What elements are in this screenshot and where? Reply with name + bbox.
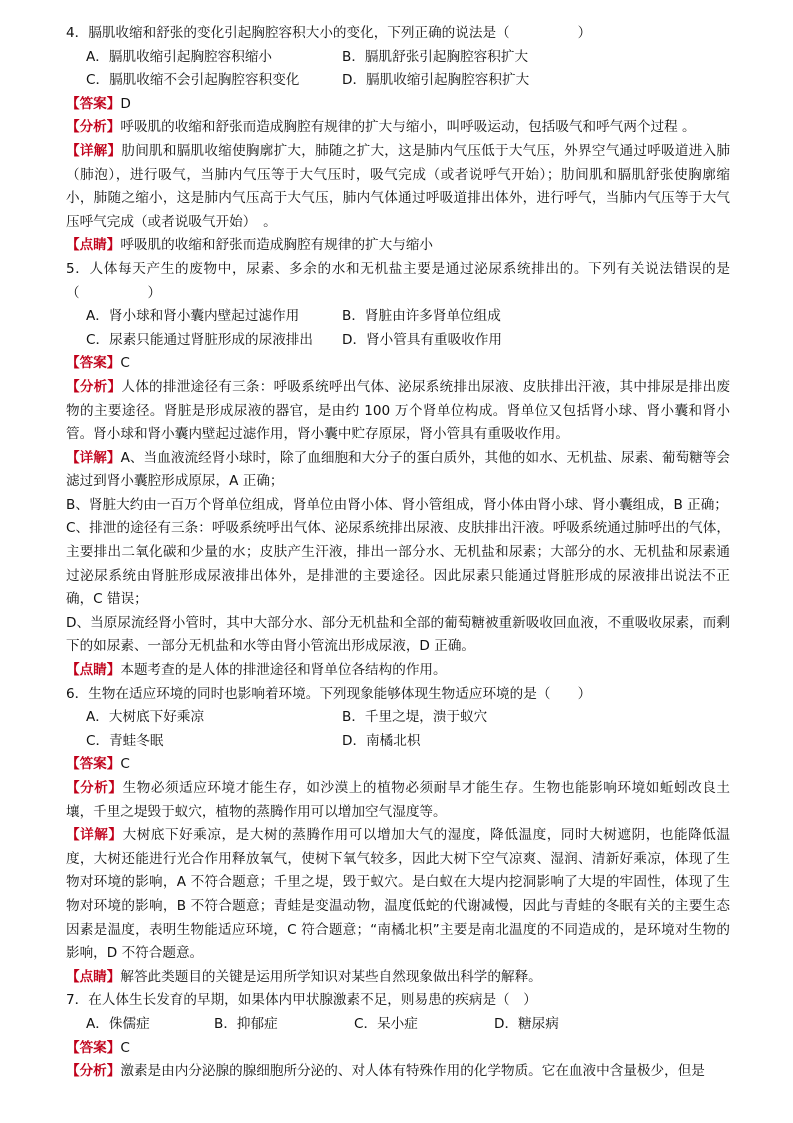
detail-tag: 【详解】	[66, 449, 121, 466]
detail-paragraph	[66, 824, 730, 966]
answer-line	[66, 753, 730, 777]
detail-paragraph: C、排泄的途径有三条：呼吸系统呼出气体、泌尿系统排出尿液、皮肤排出汗液。呼吸系统通过肺呼出的气体，主要排出二氧化碳和少量的水；皮肤产生汗液，排出一部分水、无机盐和尿素；大部分的水、无机盐和尿素通过泌尿系统由肾脏形成尿液排出体外，是排泄的主要途径。因此尿素只能通过肾脏形成的尿液排出说法不正确，C 错误；	[66, 520, 730, 608]
option-d: D．肾小管具有重吸收作用	[342, 331, 502, 348]
analysis-paragraph	[66, 777, 730, 824]
comment-line	[66, 659, 730, 683]
comment-text: 呼吸肌的收缩和舒张而造成胸腔有规律的扩大与缩小	[120, 237, 434, 254]
analysis-paragraph	[66, 376, 730, 447]
detail-paragraph: D、当原尿流经肾小管时，其中大部分水、部分无机盐和全部的葡萄糖被重新吸收回血液，不重吸收尿素，而剩下的如尿素、一部分无机盐和水等由肾小管流出形成尿液，D 正确。	[66, 614, 730, 655]
options-row	[66, 1013, 730, 1037]
comment-line	[66, 966, 730, 990]
options-row	[66, 46, 730, 70]
answer-line	[66, 1037, 730, 1061]
question-stem: 4．膈肌收缩和舒张的变化引起胸腔容积大小的变化，下列正确的说法是（ ）	[66, 25, 592, 41]
option-c: C．膈肌收缩不会引起胸腔容积变化	[86, 72, 300, 89]
option-b: B．肾脏由许多肾单位组成	[342, 308, 501, 325]
detail-paragraph: B、肾脏大约由一百万个肾单位组成，肾单位由肾小体、肾小管组成，肾小体由肾小球、肾小囊组成，B 正确；	[66, 496, 728, 513]
option-c: C．青蛙冬眠	[86, 732, 164, 749]
detail-tag: 【详解】	[66, 142, 122, 159]
options-row	[66, 706, 730, 730]
question-6	[66, 683, 730, 990]
answer-value: C	[120, 1039, 130, 1056]
comment-line	[66, 234, 730, 258]
question-stem: 7．在人体生长发育的早期，如果体内甲状腺激素不足，则易患的疾病是（ ）	[66, 992, 537, 1009]
detail-tag: 【详解】	[66, 827, 123, 844]
option-d: D．膈肌收缩引起胸腔容积扩大	[342, 72, 530, 89]
question-4	[66, 22, 730, 258]
answer-value: C	[120, 355, 130, 372]
analysis-tag: 【分析】	[66, 780, 123, 796]
analysis-tag: 【分析】	[66, 378, 122, 395]
option-b: B．抑郁症	[214, 1015, 278, 1032]
detail-text: 大树底下好乘凉，是大树的蒸腾作用可以增加大气的湿度，降低温度，同时大树遮阴，也能降低温度，大树还能进行光合作用释放氧气，使树下氧气较多，因此大树下空气凉爽、湿润、清新好乘凉，体现了生物对环境的影响，A 不符合题意；千里之堤，毁于蚁穴。是白蚁在大堤内挖洞影响了大堤的牢固性，体现了生物对环境的影响，B 不符合题意；青蛙是变温动物，温度低蛇的代谢减慢，因此与青蛙的冬眠有关的主要生态因素是温度，表明生物能适应环境，C 符合题意；“南橘北枳”主要是南北温度的不同造成的，是环境对生物的影响，D 不符合题意。	[66, 827, 731, 962]
answer-line	[66, 352, 730, 376]
comment-tag: 【点睛】	[66, 237, 121, 254]
answer-line	[66, 93, 730, 117]
answer-value: C	[120, 756, 130, 773]
analysis-line	[66, 116, 730, 140]
answer-tag: 【答案】	[66, 355, 121, 372]
analysis-text: 生物必须适应环境才能生存，如沙漠上的植物必须耐旱才能生存。生物也能影响环境如蚯蚓改良土壤，千里之堤毁于蚁穴，植物的蒸腾作用可以增加空气湿度等。	[66, 780, 731, 820]
analysis-text: 人体的排泄途径有三条：呼吸系统呼出气体、泌尿系统排出尿液、皮肤排出汗液，其中排尿是排出废物的主要途径。肾脏是形成尿液的器官，是由约 100 万个肾单位构成。肾单位又包括肾小球、肾小囊和肾小管。肾小球和肾小囊内壁起过滤作用，肾小囊中贮存原尿，肾小管具有重吸收作用。	[66, 378, 731, 443]
analysis-text: 激素是由内分泌腺的腺细胞所分泌的、对人体有特殊作用的化学物质。它在血液中含量极少，但是	[120, 1063, 705, 1080]
detail-text: 肋间肌和膈肌收缩使胸廓扩大，肺随之扩大，这是肺内气压低于大气压，外界空气通过呼吸道进入肺（肺泡），进行吸气，当肺内气压等于大气压时，吸气完成（或者说呼气开始）；肋间肌和膈肌舒张使胸廓缩小，肺随之缩小，这是肺内气压高于大气压，肺内气体通过呼吸道排出体外，进行呼气，当肺内气压等于大气压呼气完成（或者说吸气开始） 。	[66, 142, 731, 230]
answer-value: D	[120, 95, 131, 112]
answer-tag: 【答案】	[66, 95, 121, 112]
option-a: A．膈肌收缩引起胸腔容积缩小	[86, 48, 273, 65]
option-a: A．大树底下好乘凉	[86, 709, 205, 726]
comment-tag: 【点睛】	[66, 968, 121, 985]
question-stem: 6．生物在适应环境的同时也影响着环境。下列现象能够体现生物适应环境的是（ ）	[66, 685, 592, 702]
comment-text: 解答此类题目的关键是运用所学知识对某些自然现象做出科学的解释。	[120, 968, 542, 985]
analysis-tag: 【分析】	[66, 1063, 121, 1080]
option-b: B．膈肌舒张引起胸腔容积扩大	[342, 48, 529, 65]
answer-tag: 【答案】	[66, 756, 121, 773]
option-c: C．尿素只能通过肾脏形成的尿液排出	[86, 331, 313, 348]
answer-tag: 【答案】	[66, 1039, 121, 1056]
analysis-line	[66, 1060, 730, 1084]
detail-paragraph	[66, 447, 730, 494]
option-a: A．侏儒症	[86, 1015, 150, 1032]
question-5	[66, 258, 730, 683]
option-b: B．千里之堤，溃于蚁穴	[342, 709, 488, 726]
detail-text-a: A、当血液流经肾小球时，除了血细胞和大分子的蛋白质外，其他的如水、无机盐、尿素、葡萄糖等会滤过到肾小囊腔形成原尿，A 正确；	[66, 449, 731, 490]
options-row	[66, 730, 730, 754]
comment-text: 本题考查的是人体的排泄途径和肾单位各结构的作用。	[120, 662, 447, 679]
option-d: D．南橘北枳	[342, 732, 421, 749]
options-row	[66, 305, 730, 329]
question-stem: 5．人体每天产生的废物中，尿素、多余的水和无机盐主要是通过泌尿系统排出的。下列有关说法错误的是（ ）	[66, 260, 730, 301]
question-7	[66, 989, 730, 1083]
options-row	[66, 329, 730, 353]
comment-tag: 【点睛】	[66, 662, 121, 679]
option-d: D．糖尿病	[494, 1015, 559, 1032]
document-page	[66, 22, 730, 1084]
detail-paragraph	[66, 140, 730, 234]
analysis-tag: 【分析】	[66, 119, 121, 136]
options-row	[66, 69, 730, 93]
analysis-text: 呼吸肌的收缩和舒张而造成胸腔有规律的扩大与缩小，叫呼吸运动，包括吸气和呼气两个过程 。	[120, 119, 696, 136]
option-a: A．肾小球和肾小囊内壁起过滤作用	[86, 308, 300, 325]
option-c: C．呆小症	[354, 1015, 418, 1032]
